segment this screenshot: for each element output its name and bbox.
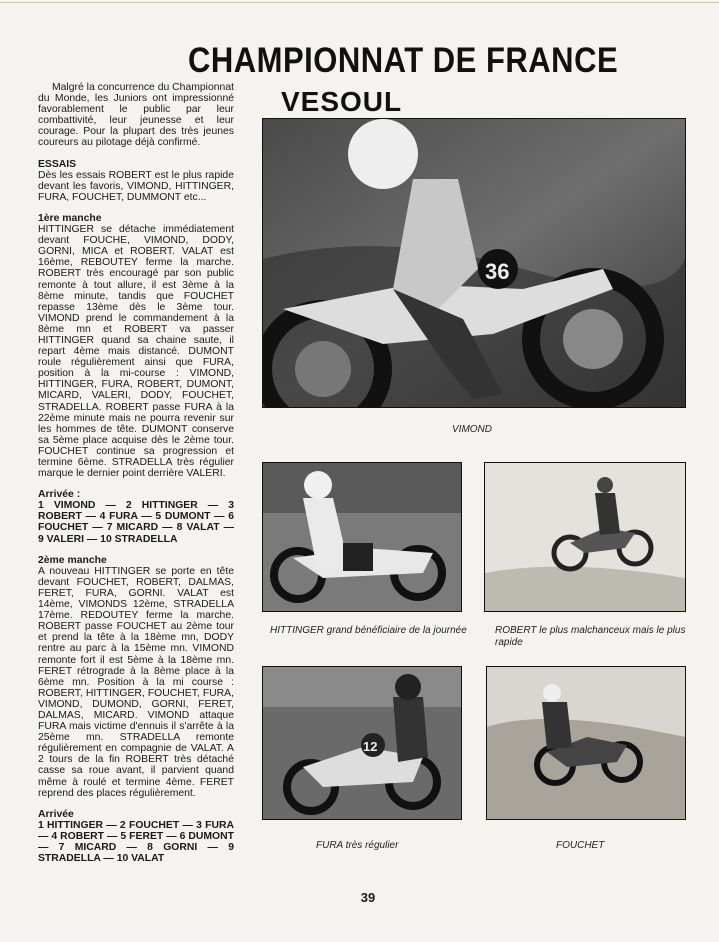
essais-section: [38, 159, 234, 203]
photo-fura: [262, 666, 462, 820]
photo-vimond-image: [263, 119, 685, 407]
essais-heading: ESSAIS: [38, 158, 77, 170]
manche2-heading: 2ème manche: [38, 554, 107, 566]
arrivee2-heading: Arrivée: [38, 808, 74, 820]
photo-fura-image: [263, 667, 461, 819]
essais-text: Dès les essais ROBERT est le plus rapide devant les favoris, VIMOND, HITTINGER, FURA, FOUCHET, DUMMONT etc...: [38, 169, 234, 203]
manche1-section: [38, 213, 234, 479]
caption-robert: ROBERT le plus malchanceux mais le plus rapide: [495, 625, 686, 648]
arrivee1-text: 1 VIMOND — 2 HITTINGER — 3 ROBERT — 4 FURA — 5 DUMONT — 6 FOUCHET — 7 MICARD — 8 VALAT — 9 VALERI — 10 STRADELLA: [38, 500, 234, 545]
photo-vimond: [262, 118, 686, 408]
intro-paragraph: Malgré la concurrence du Championnat du Monde, les Juniors ont impressionné favorablement le public par leur combattivité, leur jeunesse et leur courage. Pour la plupart des très jeunes coureurs au pilotage déjà confirmé.: [38, 82, 234, 149]
fura-race-number: 12: [363, 739, 378, 754]
arrivee1-heading: Arrivée :: [38, 489, 81, 501]
manche1-text: HITTINGER se détache immédiatement devant FOUCHE, VIMOND, DODY, GORNI, MICA et ROBERT. VALAT est 16ème, REBOUTEY ferme la marche. ROBERT très encouragé par son public remonte à tout allure, il est 3ème à la 8ème minute, tandis que FOUCHET repasse 13ème dès le 3ème tour. VIMOND prend le commandement à la 8ème mn et ROBERT va passer HITTINGER quand sa chaine saute, il repart 4ème mais distancé. DUMONT roule régulièrement ainsi que FURA, position à la mi-course : VIMOND, HITTINGER, FURA, ROBERT, DUMONT, MICARD, VALERI, DODY, FOUCHET, STRADELLA. ROBERT passe FURA à la 22ème minute mais ne pourra revenir sur les hommes de tête. DUMONT conserve sa 5ème place acquise dès le 2ème tour. FOUCHET continue sa progression et termine 6ème. STRADELLA très régulier marque le dernier point derrière VALERI.: [38, 224, 234, 480]
photo-hittinger-image: [263, 463, 461, 611]
vimond-race-number: 36: [485, 259, 510, 284]
page-headline: CHAMPIONNAT DE FRANCE: [188, 40, 619, 81]
manche2-section: [38, 555, 234, 799]
arrivee1-section: [38, 489, 234, 544]
photo-robert-image: [485, 463, 685, 611]
photo-robert: [484, 462, 686, 612]
arrivee2-text: 1 HITTINGER — 2 FOUCHET — 3 FURA — 4 ROBERT — 5 FERET — 6 DUMONT — 7 MICARD — 8 GORNI — 9 STRADELLA — 10 VALAT: [38, 819, 234, 865]
top-rule: [0, 2, 719, 3]
manche1-heading: 1ère manche: [38, 212, 102, 224]
photo-fouchet-image: [487, 667, 685, 819]
article-column: [38, 82, 234, 864]
caption-hittinger: HITTINGER grand bénéficiaire de la journée: [270, 625, 467, 636]
caption-fouchet: FOUCHET: [556, 840, 605, 851]
arrivee2-section: [38, 809, 234, 864]
caption-vimond: VIMOND: [452, 424, 492, 435]
manche2-text: A nouveau HITTINGER se porte en tête devant FOUCHET, ROBERT, DALMAS, FERET, FURA, GORNI. VALAT est 14ème, VIMONDS 12ème, STRADELLA 17ème. REDOUTEY ferme la marche. ROBERT passe FOUCHET au 2ème tour et prend la tête à la 18ème mn, DODY rentre au parc à la 15ème mn. VIMOND remonte fort il est 5ème à la 18ème mn. FERET rétrograde à la 8ème place à la 6ème mn. Position à la mi course : ROBERT, HITTINGER, FOUCHET, FURA, VIMOND, DUMOND, GORNI, FERET, DALMAS, MICARD. VIMOND attaque FURA mais victime d'ennuis il s'arrête à la 25ème mn. STRADELLA remonte régulièrement en compagnie de VALAT. A 2 tours de la fin ROBERT très détaché casse sa roue avant, il parvient quand même à roulé et termine 4ème. FERET reprend des places régulièrement.: [38, 565, 234, 799]
photo-fouchet: [486, 666, 686, 820]
page-subhead: VESOUL: [281, 86, 403, 117]
caption-fura: FURA très régulier: [316, 840, 399, 851]
page-number: 39: [360, 890, 376, 905]
photo-hittinger: [262, 462, 462, 612]
